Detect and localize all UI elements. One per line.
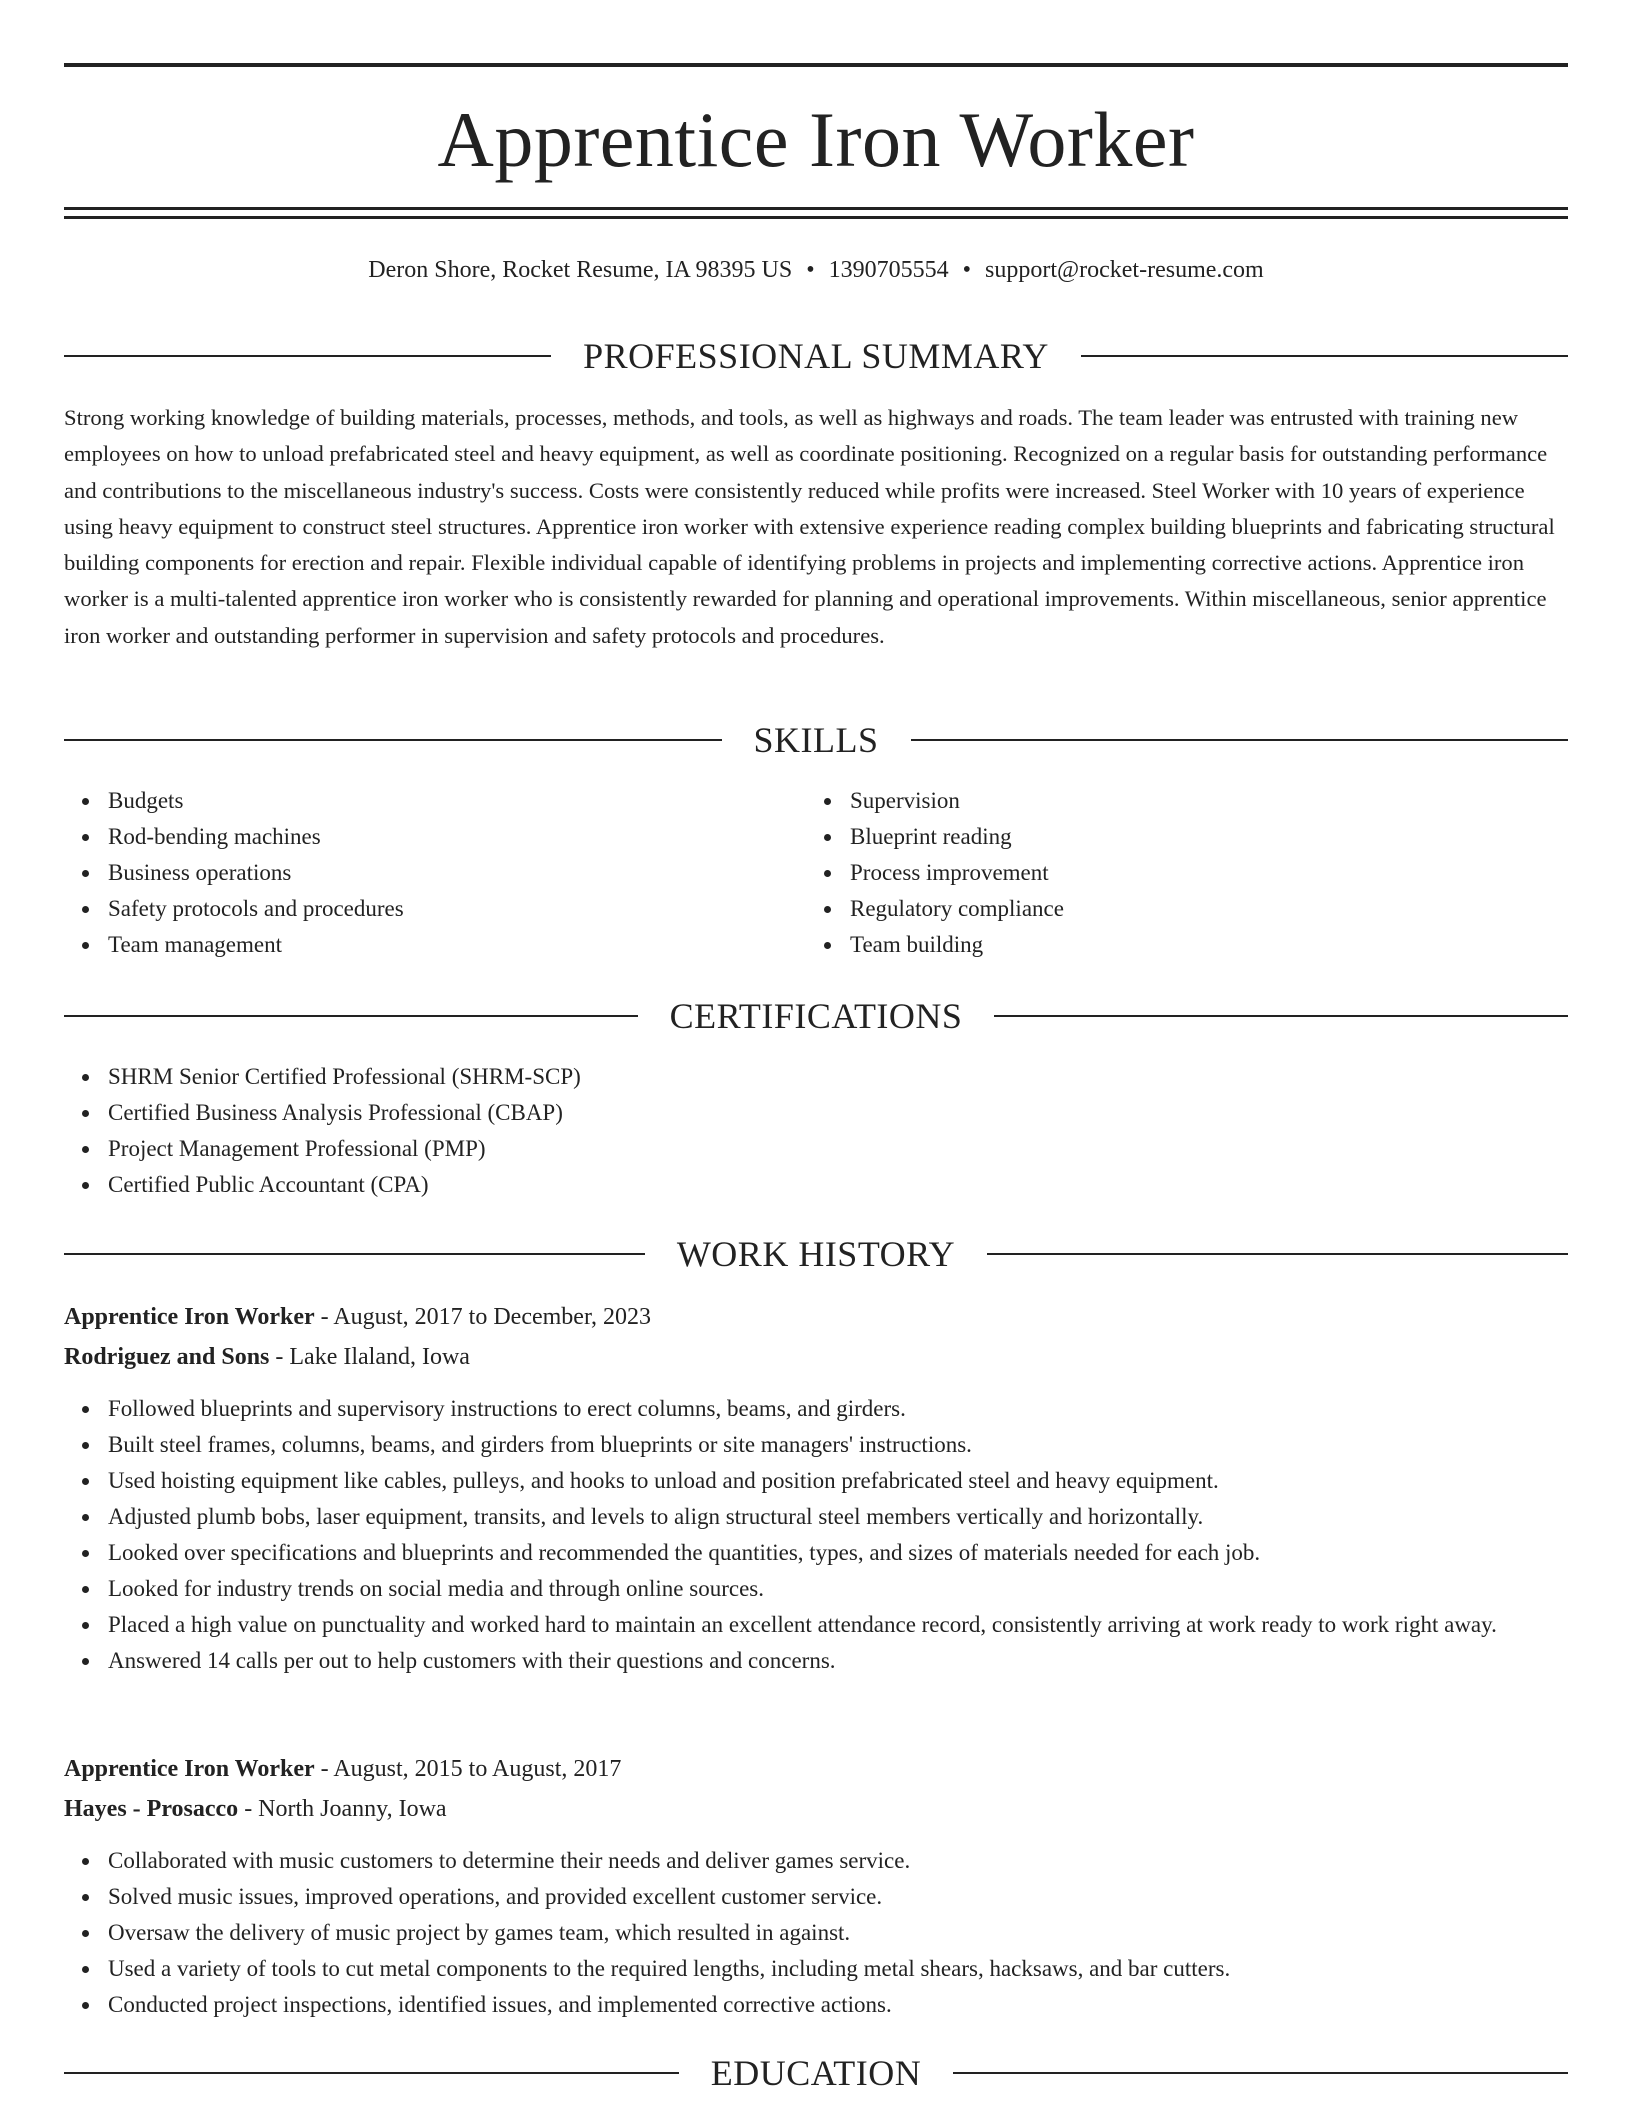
heading-rule-left [64, 1015, 638, 1017]
job-company: Hayes - Prosacco [64, 1796, 239, 1822]
job-bullet: Followed blueprints and supervisory instructions to erect columns, beams, and girders. [108, 1391, 1568, 1427]
top-rule [64, 63, 1568, 67]
skill-item: Safety protocols and procedures [108, 891, 764, 927]
skill-item: Rod-bending machines [108, 819, 764, 855]
summary-paragraph: Strong working knowledge of building materials, processes, methods, and tools, as well as highways and roads. The team leader was entrusted with training new employees on how to unload prefabricated steel and heavy equipment, as well as coordinate positioning. Recognized on a regular basis for outstanding performance and contributions to the miscellaneous industry's success. Costs were consistently reduced while profits were increased. Steel Worker with 10 years of experience using heavy equipment to construct steel structures. Apprentice iron worker with extensive experience reading complex building blueprints and fabricating structural building components for erection and repair. Flexible individual capable of identifying problems in projects and implementing corrective actions. Apprentice iron worker is a multi-talented apprentice iron worker who is consistently rewarded for planning and operational improvements. Within miscellaneous, senior apprentice iron worker and outstanding performer in supervision and safety protocols and procedures. [64, 405, 1555, 648]
contact-email[interactable]: support@rocket-resume.com [985, 257, 1264, 283]
resume-title: Apprentice Iron Worker [437, 96, 1195, 183]
skill-item: Business operations [108, 855, 764, 891]
section-heading-work-history [64, 1232, 1568, 1276]
section-title: EDUCATION [710, 2053, 922, 2093]
job-bullet: Oversaw the delivery of music project by games team, which resulted in against. [108, 1915, 1568, 1951]
certification-item: Certified Business Analysis Professional (CBAP) [108, 1095, 1568, 1131]
heading-rule-right [911, 739, 1569, 741]
certification-item: Project Management Professional (PMP) [108, 1131, 1568, 1167]
heading-rule-right [994, 1015, 1568, 1017]
job-title: Apprentice Iron Worker [64, 1756, 315, 1782]
skills-column-left [64, 783, 764, 963]
title-rule-lower [64, 216, 1568, 219]
job-title: Apprentice Iron Worker [64, 1304, 315, 1330]
heading-rule-left [64, 355, 551, 357]
skill-item: Team building [850, 927, 1506, 963]
heading-rule-right [987, 1253, 1568, 1255]
job-title-line [64, 1749, 1568, 1789]
section-title: SKILLS [753, 720, 879, 760]
job-location: - Lake Ilaland, Iowa [269, 1344, 470, 1370]
skill-item: Budgets [108, 783, 764, 819]
skill-item: Blueprint reading [850, 819, 1506, 855]
section-title: WORK HISTORY [676, 1234, 956, 1274]
skill-item: Team management [108, 927, 764, 963]
job-location: - North Joanny, Iowa [238, 1796, 447, 1822]
job-dates: - August, 2015 to August, 2017 [314, 1756, 622, 1782]
certifications-list [64, 1059, 1568, 1203]
heading-rule-right [1081, 355, 1568, 357]
skill-item: Regulatory compliance [850, 891, 1506, 927]
job-bullet: Looked for industry trends on social media and through online sources. [108, 1571, 1568, 1607]
job-bullet: Conducted project inspections, identified issues, and implemented corrective actions. [108, 1987, 1568, 2023]
job-bullet: Looked over specifications and blueprints and recommended the quantities, types, and sizes of materials needed for each job. [108, 1535, 1568, 1571]
job-bullet: Collaborated with music customers to determine their needs and deliver games service. [108, 1843, 1568, 1879]
job-title-line [64, 1297, 1568, 1337]
job-bullets [64, 1843, 1568, 2023]
section-title: PROFESSIONAL SUMMARY [583, 336, 1049, 376]
job-bullets [64, 1391, 1568, 1679]
skill-item: Supervision [850, 783, 1506, 819]
job-bullet: Used hoisting equipment like cables, pulleys, and hooks to unload and position prefabricated steel and heavy equipment. [108, 1463, 1568, 1499]
skills-column-right [806, 783, 1506, 963]
job-bullet: Placed a high value on punctuality and worked hard to maintain an excellent attendance record, consistently arriving at work ready to work right away. [108, 1607, 1568, 1643]
job-company: Rodriguez and Sons [64, 1344, 270, 1370]
job-dates: - August, 2017 to December, 2023 [314, 1304, 651, 1330]
job-bullet: Built steel frames, columns, beams, and girders from blueprints or site managers' instructions. [108, 1427, 1568, 1463]
certification-item: Certified Public Accountant (CPA) [108, 1167, 1568, 1203]
section-heading-education [64, 2051, 1568, 2095]
job-bullet: Adjusted plumb bobs, laser equipment, transits, and levels to align structural steel members vertically and horizontally. [108, 1499, 1568, 1535]
title-rule-upper [64, 207, 1568, 210]
job-company-line [64, 1337, 1568, 1377]
job-company-line [64, 1789, 1568, 1829]
contact-address: Deron Shore, Rocket Resume, IA 98395 US [368, 257, 793, 283]
contact-separator: • [806, 257, 815, 283]
job-bullet: Answered 14 calls per out to help customers with their questions and concerns. [108, 1643, 1568, 1679]
contact-phone: 1390705554 [828, 257, 949, 283]
skill-item: Process improvement [850, 855, 1506, 891]
contact-separator: • [962, 257, 972, 283]
job-bullet: Solved music issues, improved operations, and provided excellent customer service. [108, 1879, 1568, 1915]
job-bullet: Used a variety of tools to cut metal components to the required lengths, including metal shears, hacksaws, and bar cutters. [108, 1951, 1568, 1987]
section-heading-skills [64, 718, 1568, 762]
heading-rule-left [64, 2072, 679, 2074]
heading-rule-right [953, 2072, 1568, 2074]
section-title: CERTIFICATIONS [669, 996, 963, 1036]
heading-rule-left [64, 1253, 645, 1255]
section-heading-certifications [64, 994, 1568, 1038]
heading-rule-left [64, 739, 722, 741]
section-heading-summary [64, 334, 1568, 378]
certification-item: SHRM Senior Certified Professional (SHRM-SCP) [108, 1059, 1568, 1095]
contact-line [64, 253, 1568, 287]
